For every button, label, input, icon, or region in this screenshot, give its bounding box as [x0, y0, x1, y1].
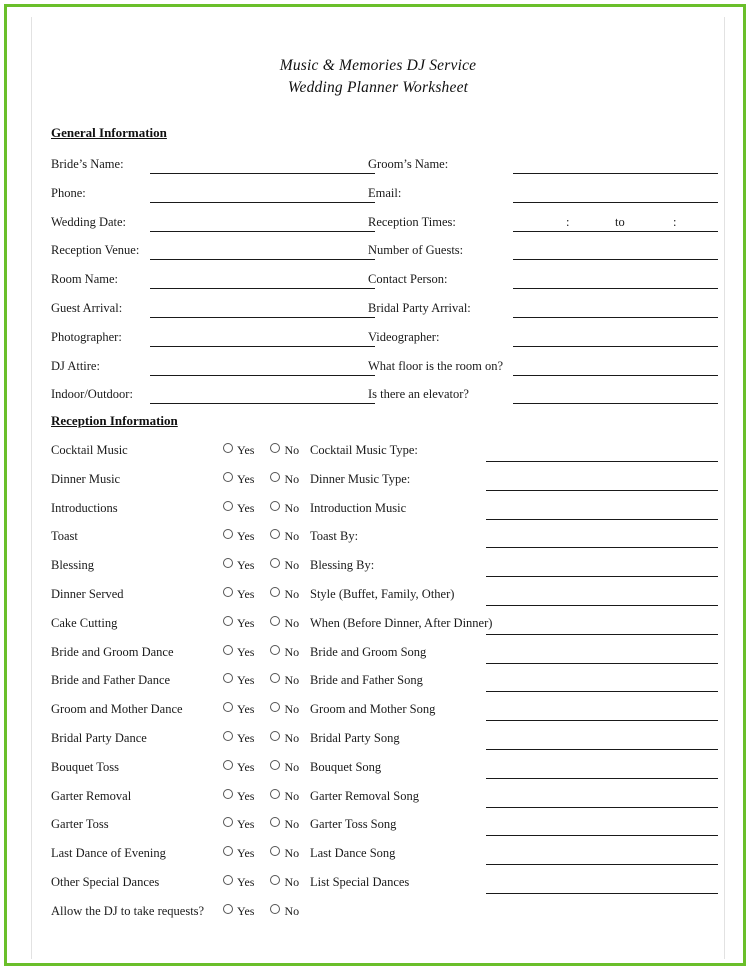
reception-item-label: Toast	[51, 529, 78, 544]
reception-info-row	[33, 727, 723, 756]
reception-detail-label: Cocktail Music Type:	[310, 443, 418, 457]
radio-option-no[interactable]	[270, 673, 299, 687]
field-label: What floor is the room on?	[368, 358, 504, 373]
radio-circle-icon[interactable]	[223, 587, 233, 597]
radio-option-yes[interactable]	[223, 472, 254, 486]
radio-circle-icon[interactable]	[223, 789, 233, 799]
field-label: Groom’s Name:	[368, 157, 449, 171]
general-info-row	[33, 268, 723, 297]
radio-label-no: No	[284, 817, 300, 832]
yes-no-radio-group	[223, 846, 299, 861]
radio-option-yes[interactable]	[223, 529, 254, 543]
yes-no-radio-group	[223, 789, 299, 804]
radio-circle-icon[interactable]	[270, 645, 280, 655]
field-label: Contact Person:	[368, 272, 448, 287]
field-label: Photographer:	[51, 329, 122, 344]
radio-option-no[interactable]	[270, 875, 299, 889]
radio-option-yes[interactable]	[223, 673, 254, 687]
reception-detail-input-line[interactable]	[486, 576, 718, 577]
radio-label-yes: Yes	[237, 443, 255, 457]
field-label: DJ Attire:	[51, 358, 100, 373]
radio-option-no[interactable]	[270, 817, 299, 831]
field-label: Guest Arrival:	[51, 300, 123, 315]
radio-label-no: No	[284, 586, 300, 601]
radio-circle-icon[interactable]	[223, 472, 233, 482]
field-input-line[interactable]	[150, 346, 375, 347]
radio-circle-icon[interactable]	[270, 501, 280, 511]
radio-option-yes[interactable]	[223, 875, 254, 889]
reception-item-label: Bouquet Toss	[51, 759, 119, 774]
field-label: Phone:	[51, 185, 86, 200]
general-info-row	[33, 383, 723, 412]
field-input-line[interactable]	[513, 317, 718, 318]
radio-circle-icon[interactable]	[223, 645, 233, 655]
general-info-row	[33, 153, 723, 182]
radio-option-yes[interactable]	[223, 616, 254, 630]
reception-detail-input-line[interactable]	[486, 605, 718, 606]
reception-detail-label: Bride and Groom Song	[310, 644, 427, 659]
reception-detail-input-line[interactable]	[486, 807, 718, 808]
reception-info-row	[33, 554, 723, 583]
section-heading-reception-information: Reception Information	[51, 413, 178, 428]
radio-option-no[interactable]	[270, 501, 299, 515]
field-input-line[interactable]	[150, 173, 375, 174]
reception-detail-input-line[interactable]	[486, 720, 718, 721]
radio-label-yes: Yes	[237, 471, 255, 486]
reception-detail-label: List Special Dances	[310, 874, 410, 889]
field-label: Room Name:	[51, 272, 119, 287]
radio-circle-icon[interactable]	[223, 702, 233, 712]
reception-detail-label: Toast By:	[310, 529, 359, 544]
general-info-row	[33, 355, 723, 384]
radio-circle-icon[interactable]	[270, 817, 280, 827]
field-input-line[interactable]	[513, 202, 718, 203]
yes-no-radio-group	[223, 875, 299, 890]
reception-item-label: Blessing	[51, 558, 95, 573]
field-input-line[interactable]	[513, 173, 718, 174]
field-input-line[interactable]	[513, 288, 718, 289]
radio-option-no[interactable]	[270, 529, 299, 543]
radio-label-no: No	[284, 443, 300, 457]
reception-detail-label: Last Dance Song	[310, 846, 396, 861]
radio-label-yes: Yes	[237, 759, 255, 774]
field-label: Indoor/Outdoor:	[51, 387, 133, 402]
radio-label-yes: Yes	[237, 586, 255, 601]
reception-detail-input-line[interactable]	[486, 634, 718, 635]
radio-label-no: No	[284, 730, 300, 745]
radio-circle-icon[interactable]	[270, 587, 280, 597]
reception-info-row	[33, 698, 723, 727]
yes-no-radio-group	[223, 529, 299, 544]
reception-detail-label: Garter Toss Song	[310, 817, 397, 832]
field-input-line[interactable]	[513, 259, 718, 260]
reception-detail-input-line[interactable]	[486, 835, 718, 836]
radio-option-yes[interactable]	[223, 789, 254, 803]
reception-detail-input-line[interactable]	[486, 778, 718, 779]
reception-info-row	[33, 583, 723, 612]
title-line-2: Wedding Planner Worksheet	[287, 79, 469, 96]
time-colon-end: :	[673, 214, 677, 229]
reception-info-row	[33, 468, 723, 497]
reception-detail-label: Bridal Party Song	[310, 730, 400, 745]
radio-option-yes[interactable]	[223, 702, 254, 716]
radio-option-no[interactable]	[270, 645, 299, 659]
radio-label-no: No	[284, 471, 300, 486]
field-input-line[interactable]	[150, 202, 375, 203]
radio-option-yes[interactable]	[223, 846, 254, 860]
radio-circle-icon[interactable]	[223, 529, 233, 539]
radio-label-yes: Yes	[237, 903, 255, 918]
radio-circle-icon[interactable]	[223, 443, 233, 453]
field-input-line[interactable]	[150, 375, 375, 376]
radio-circle-icon[interactable]	[270, 472, 280, 482]
radio-circle-icon[interactable]	[270, 904, 280, 914]
radio-option-yes[interactable]	[223, 760, 254, 774]
worksheet-page	[33, 17, 723, 959]
reception-item-label: Groom and Mother Dance	[51, 702, 183, 717]
reception-detail-label: When (Before Dinner, After Dinner)	[310, 615, 493, 630]
radio-label-yes: Yes	[237, 730, 255, 745]
page-border	[4, 4, 746, 966]
radio-circle-icon[interactable]	[223, 846, 233, 856]
yes-no-radio-group	[223, 817, 299, 832]
field-label: Wedding Date:	[51, 214, 127, 229]
reception-detail-input-line[interactable]	[486, 663, 718, 664]
reception-info-row	[33, 813, 723, 842]
radio-label-no: No	[284, 529, 300, 544]
radio-option-no[interactable]	[270, 558, 299, 572]
field-input-line[interactable]	[513, 375, 718, 376]
radio-label-no: No	[284, 500, 300, 515]
yes-no-radio-group	[223, 472, 299, 487]
field-input-line[interactable]	[150, 259, 375, 260]
reception-detail-label: Bouquet Song	[310, 759, 382, 774]
radio-label-yes: Yes	[237, 788, 255, 803]
radio-label-no: No	[284, 702, 300, 717]
reception-detail-input-line[interactable]	[486, 547, 718, 548]
reception-item-label: Bride and Groom Dance	[51, 644, 174, 659]
yes-no-radio-group	[223, 904, 299, 919]
radio-circle-icon[interactable]	[270, 846, 280, 856]
reception-item-label: Introductions	[51, 500, 118, 515]
reception-detail-input-line[interactable]	[486, 490, 718, 491]
radio-option-no[interactable]	[270, 789, 299, 803]
yes-no-radio-group	[223, 443, 299, 458]
radio-circle-icon[interactable]	[270, 789, 280, 799]
radio-label-yes: Yes	[237, 500, 255, 515]
reception-detail-label: Introduction Music	[310, 500, 407, 515]
reception-detail-label: Groom and Mother Song	[310, 702, 436, 717]
radio-circle-icon[interactable]	[223, 673, 233, 683]
yes-no-radio-group	[223, 702, 299, 717]
field-label: Reception Venue:	[51, 243, 140, 258]
yes-no-radio-group	[223, 501, 299, 516]
radio-option-no[interactable]	[270, 702, 299, 716]
field-input-line[interactable]	[150, 231, 375, 232]
radio-circle-icon[interactable]	[270, 702, 280, 712]
yes-no-radio-group	[223, 673, 299, 688]
reception-detail-input-line[interactable]	[486, 519, 718, 520]
reception-detail-label: Garter Removal Song	[310, 788, 420, 803]
radio-option-no[interactable]	[270, 616, 299, 630]
general-information-fields	[33, 153, 723, 413]
radio-circle-icon[interactable]	[270, 731, 280, 741]
field-label: Email:	[368, 185, 402, 200]
reception-detail-label: Style (Buffet, Family, Other)	[310, 586, 455, 601]
field-label: Bride’s Name:	[51, 157, 124, 171]
reception-info-row	[33, 612, 723, 641]
radio-circle-icon[interactable]	[223, 501, 233, 511]
reception-detail-input-line[interactable]	[486, 691, 718, 692]
radio-circle-icon[interactable]	[223, 760, 233, 770]
general-info-row	[33, 182, 723, 211]
radio-option-yes[interactable]	[223, 558, 254, 572]
radio-circle-icon[interactable]	[223, 875, 233, 885]
radio-option-no[interactable]	[270, 472, 299, 486]
radio-label-yes: Yes	[237, 874, 255, 889]
reception-item-label: Bride and Father Dance	[51, 673, 171, 688]
radio-option-no[interactable]	[270, 760, 299, 774]
reception-detail-input-line[interactable]	[486, 461, 718, 462]
reception-info-row	[33, 497, 723, 526]
general-info-row	[33, 211, 723, 240]
field-label: Bridal Party Arrival:	[368, 300, 471, 315]
radio-label-yes: Yes	[237, 702, 255, 717]
radio-circle-icon[interactable]	[270, 558, 280, 568]
radio-label-no: No	[284, 846, 300, 861]
yes-no-radio-group	[223, 760, 299, 775]
document-title	[33, 55, 723, 99]
reception-info-row	[33, 525, 723, 554]
reception-detail-label: Bride and Father Song	[310, 673, 423, 688]
radio-label-no: No	[284, 874, 300, 889]
reception-detail-input-line[interactable]	[486, 749, 718, 750]
time-separator-to: to	[615, 214, 625, 229]
radio-label-yes: Yes	[237, 529, 255, 544]
field-label: Is there an elevator?	[368, 387, 469, 402]
time-colon-start: :	[566, 214, 570, 229]
reception-info-row	[33, 842, 723, 871]
reception-detail-label: Blessing By:	[310, 558, 375, 573]
reception-item-label: Garter Removal	[51, 788, 132, 803]
radio-label-no: No	[284, 903, 300, 918]
radio-label-yes: Yes	[237, 846, 255, 861]
reception-info-row	[33, 641, 723, 670]
radio-option-yes[interactable]	[223, 731, 254, 745]
yes-no-radio-group	[223, 558, 299, 573]
radio-label-yes: Yes	[237, 644, 255, 659]
radio-circle-icon[interactable]	[270, 529, 280, 539]
reception-detail-label: Dinner Music Type:	[310, 471, 411, 486]
radio-label-yes: Yes	[237, 558, 255, 573]
radio-circle-icon[interactable]	[223, 616, 233, 626]
yes-no-radio-group	[223, 587, 299, 602]
field-label: Number of Guests:	[368, 243, 464, 258]
radio-label-no: No	[284, 558, 300, 573]
field-input-line[interactable]	[513, 231, 718, 232]
field-label: Reception Times:	[368, 214, 456, 229]
radio-option-no[interactable]	[270, 587, 299, 601]
radio-option-no[interactable]	[270, 846, 299, 860]
radio-circle-icon[interactable]	[270, 760, 280, 770]
radio-option-yes[interactable]	[223, 443, 254, 457]
radio-label-no: No	[284, 615, 300, 630]
reception-info-row	[33, 871, 723, 900]
field-input-line[interactable]	[150, 288, 375, 289]
radio-circle-icon[interactable]	[223, 817, 233, 827]
reception-information-fields	[33, 439, 723, 929]
reception-item-label: Bridal Party Dance	[51, 730, 147, 745]
reception-item-label: Cocktail Music	[51, 443, 128, 457]
field-input-line[interactable]	[150, 403, 375, 404]
radio-label-no: No	[284, 644, 300, 659]
field-input-line[interactable]	[150, 317, 375, 318]
radio-label-yes: Yes	[237, 615, 255, 630]
general-info-row	[33, 297, 723, 326]
radio-option-no[interactable]	[270, 443, 299, 457]
radio-option-no[interactable]	[270, 904, 299, 918]
reception-item-label: Last Dance of Evening	[51, 846, 166, 861]
radio-circle-icon[interactable]	[270, 673, 280, 683]
radio-label-yes: Yes	[237, 817, 255, 832]
yes-no-radio-group	[223, 616, 299, 631]
radio-circle-icon[interactable]	[270, 875, 280, 885]
reception-item-label: Garter Toss	[51, 817, 109, 832]
title-line-1: Music & Memories DJ Service	[279, 57, 477, 74]
reception-info-row	[33, 439, 723, 468]
yes-no-radio-group	[223, 731, 299, 746]
reception-info-row	[33, 900, 723, 929]
radio-label-yes: Yes	[237, 673, 255, 688]
general-info-row	[33, 239, 723, 268]
radio-circle-icon[interactable]	[223, 731, 233, 741]
radio-label-no: No	[284, 759, 300, 774]
radio-label-no: No	[284, 788, 300, 803]
radio-option-yes[interactable]	[223, 817, 254, 831]
radio-circle-icon[interactable]	[270, 443, 280, 453]
field-label: Videographer:	[368, 329, 440, 344]
reception-item-label: Cake Cutting	[51, 615, 118, 630]
reception-item-label: Allow the DJ to take requests?	[51, 903, 205, 918]
radio-option-yes[interactable]	[223, 904, 254, 918]
field-input-line[interactable]	[513, 346, 718, 347]
reception-item-label: Dinner Music	[51, 471, 121, 486]
reception-item-label: Dinner Served	[51, 586, 124, 601]
radio-option-no[interactable]	[270, 731, 299, 745]
yes-no-radio-group	[223, 645, 299, 660]
radio-circle-icon[interactable]	[223, 904, 233, 914]
reception-info-row	[33, 669, 723, 698]
radio-option-yes[interactable]	[223, 501, 254, 515]
reception-item-label: Other Special Dances	[51, 874, 160, 889]
radio-circle-icon[interactable]	[223, 558, 233, 568]
reception-detail-input-line[interactable]	[486, 864, 718, 865]
reception-detail-input-line[interactable]	[486, 893, 718, 894]
field-input-line[interactable]	[513, 403, 718, 404]
general-info-row	[33, 326, 723, 355]
reception-info-row	[33, 785, 723, 814]
radio-option-yes[interactable]	[223, 587, 254, 601]
radio-option-yes[interactable]	[223, 645, 254, 659]
radio-circle-icon[interactable]	[270, 616, 280, 626]
reception-info-row	[33, 756, 723, 785]
section-heading-general-information: General Information	[51, 125, 167, 140]
radio-label-no: No	[284, 673, 300, 688]
